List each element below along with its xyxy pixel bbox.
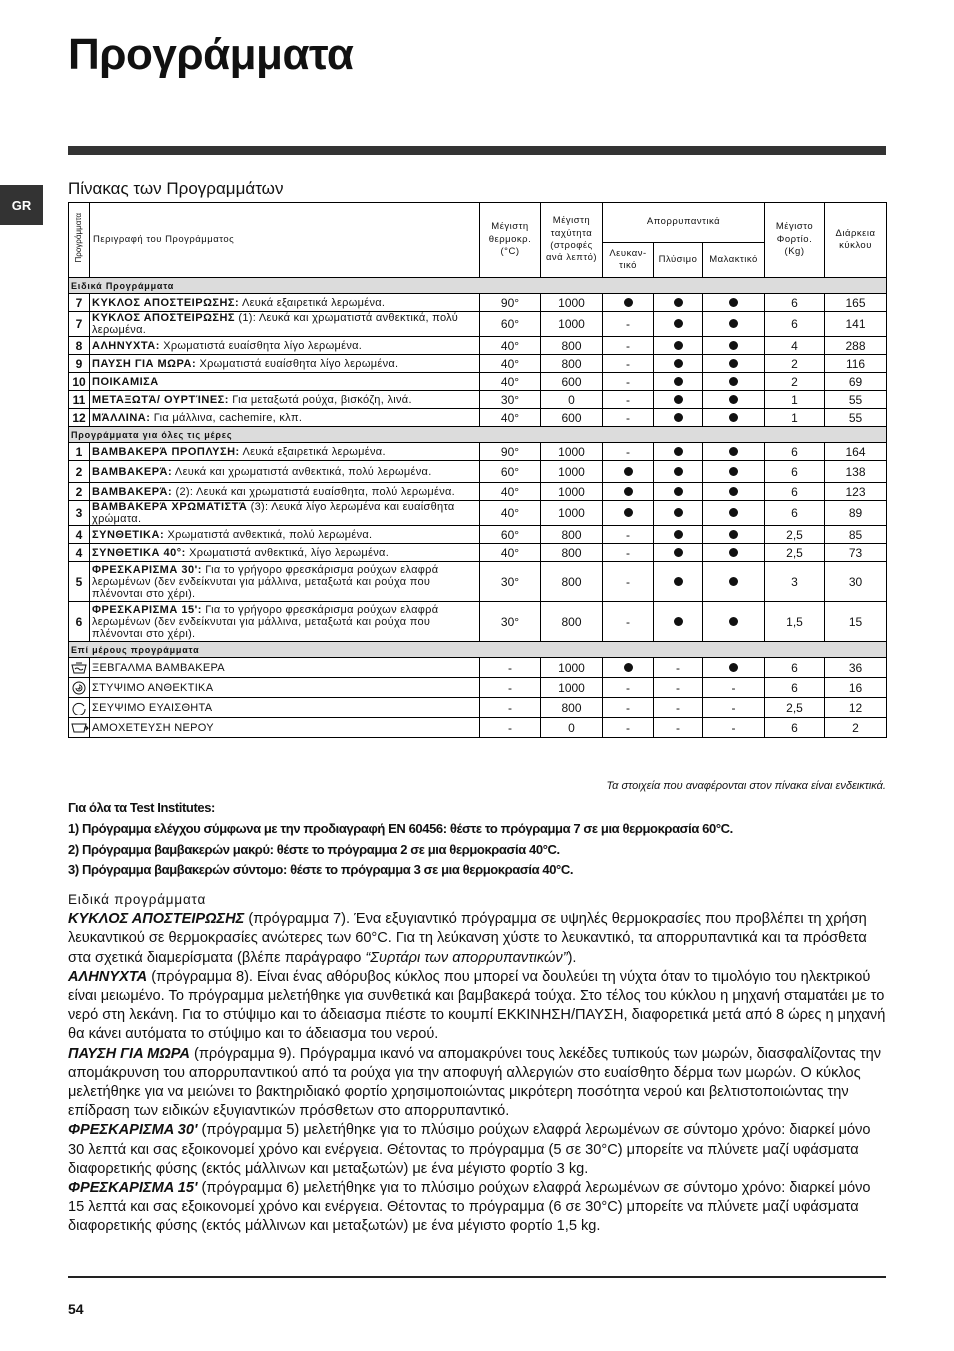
- wash-cell-dot-icon: [674, 530, 683, 539]
- col-bleach-header: Λευκαν-τικό: [603, 243, 654, 278]
- program-name: ΦΡΕΣΚΑΡΙΣΜΑ 30':: [92, 563, 202, 576]
- max-speed-cell: 800: [541, 526, 603, 544]
- wash-cell: [654, 373, 703, 391]
- bleach-cell: -: [603, 373, 654, 391]
- max-speed-cell: 800: [541, 355, 603, 373]
- wash-cell: [654, 461, 703, 483]
- program-details: Χρωματιστά ευαίσθητα λίγο λερωμένα.: [196, 357, 399, 370]
- max-load-cell: 6: [765, 501, 825, 526]
- max-speed-cell: 1000: [541, 443, 603, 461]
- program-name: ΦΡΕΣΚΑΡΙΣΜΑ 15':: [92, 603, 202, 616]
- col-duration-header: Διάρκεια κύκλου: [825, 203, 887, 278]
- duration-cell: 55: [825, 391, 887, 409]
- table-row: [69, 718, 887, 738]
- table-row: [69, 409, 887, 427]
- max-load-cell: 6: [765, 483, 825, 501]
- table-row: [69, 602, 887, 642]
- bleach-cell-dot-icon: [624, 508, 633, 517]
- title-rule: [68, 146, 886, 155]
- duration-cell: 12: [825, 698, 887, 718]
- max-speed-cell: 0: [541, 718, 603, 738]
- program-number: 7: [69, 312, 90, 337]
- softener-cell: [703, 409, 765, 427]
- program-details: Χρωματιστά ευαίσθητα λίγο λερωμένα.: [159, 339, 363, 352]
- bleach-cell: [603, 294, 654, 312]
- table-row: [69, 294, 887, 312]
- wash-cell-dot-icon: [674, 617, 683, 626]
- max-temp-cell: 40°: [480, 337, 541, 355]
- program-name: ΒΑΜΒΑΚΕΡΆ ΧΡΩΜΑΤΙΣΤΆ: [92, 501, 248, 513]
- duration-cell: 2: [825, 718, 887, 738]
- col-max-load-header: Μέγιστο Φορτίο. (Kg): [765, 203, 825, 278]
- bleach-cell: -: [603, 678, 654, 698]
- max-temp-cell: 40°: [480, 544, 541, 562]
- program-number: 5: [69, 562, 90, 602]
- program-name: ΚΥΚΛΟΣ ΑΠΟΣΤΕΙΡΩΣΗΣ:: [92, 296, 240, 309]
- program-description: [90, 409, 480, 427]
- wash-cell: [654, 294, 703, 312]
- wash-cell-dot-icon: [674, 319, 683, 328]
- bleach-cell-dot-icon: [624, 467, 633, 476]
- program-details: Χρωματιστά ανθεκτικά, πολύ λερωμένα.: [164, 528, 373, 541]
- table-row: [69, 312, 887, 337]
- wash-cell: [654, 312, 703, 337]
- softener-cell-dot-icon: [729, 530, 738, 539]
- max-load-cell: 6: [765, 461, 825, 483]
- softener-cell: -: [703, 698, 765, 718]
- max-speed-cell: 800: [541, 337, 603, 355]
- softener-cell-dot-icon: [729, 617, 738, 626]
- wash-cell: [654, 544, 703, 562]
- table-row: [69, 544, 887, 562]
- wash-cell-dot-icon: [674, 467, 683, 476]
- max-speed-cell: 1000: [541, 312, 603, 337]
- softener-cell-dot-icon: [729, 487, 738, 496]
- max-speed-cell: 0: [541, 391, 603, 409]
- test-institute-item: 2) Πρόγραμμα βαμβακερών μακρύ: θέστε το πρόγραμμα 2 σε μια θερμοκρασία 40°C.: [68, 842, 560, 857]
- wash-cell-dot-icon: [674, 395, 683, 404]
- paragraph-refresh-15: ΦΡΕΣΚΑΡΙΣΜΑ 15' (πρόγραμμα 6) μελετήθηκε για το πλύσιμο ρούχων ελαφρά λερωμένων σε σύντομο χρόνο: διαρκεί μόνο 15 λεπτά και σας εξοικονομεί χρόνο και ενέργεια. Θέτοντας το πρόγραμμα (6 σε 30°C) μπορείτε να πλύνετε μαζί υφάσματα διαφορετικής φύσης (εκτός μάλλινων και μεταξωτών) με ένα μέγιστο φορτίο 1,5 kg.: [68, 1180, 871, 1235]
- program-name: ΣΥΝΘΕΤΙΚΑ:: [92, 528, 165, 541]
- table-row: [69, 355, 887, 373]
- bleach-cell-dot-icon: [624, 298, 633, 307]
- program-details: Χρωματιστά ανθεκτικά, λίγο λερωμένα.: [185, 546, 390, 559]
- softener-cell-dot-icon: [729, 319, 738, 328]
- delicate-spin-icon: [69, 698, 90, 718]
- program-description: ΑΜΟΧΕΤΕΥΣΗ ΝΕΡΟΥ: [90, 718, 480, 738]
- softener-cell: [703, 501, 765, 526]
- wash-cell-dot-icon: [674, 413, 683, 422]
- rinse-icon: [69, 658, 90, 678]
- max-temp-cell: 60°: [480, 312, 541, 337]
- max-load-cell: 6: [765, 312, 825, 337]
- max-load-cell: 2: [765, 373, 825, 391]
- softener-cell: -: [703, 678, 765, 698]
- paragraph-night: ΑΛΗΝΥΧΤΑ (πρόγραμμα 8). Είναι ένας αθόρυβος κύκλος που μπορεί να δουλεύει τη νύχτα όταν το τιμολόγιο του ηλεκτρικού είναι μειωμένο. Το πρόγραμμα μελετήθηκε για συνθετικά και βαμβακερά τούχα. Στο τέλος του κύκλου η μηχανή σταματάει με το νερό στη λεκάνη. Για το στύψιμο και το άδειασμα πιέστε το κουμπί ΕΚΚΙΝΗΣΗ/ΠΑΥΣΗ, διαφορετικά μετά από 8 ώρες η μηχανή θα κάνει αυτόματα το στύψιμο και το άδειασμα του νερού.: [68, 968, 886, 1043]
- softener-cell: [703, 526, 765, 544]
- max-temp-cell: 60°: [480, 526, 541, 544]
- section-header: Ειδικά Προγράμματα: [69, 278, 887, 294]
- bleach-cell: -: [603, 337, 654, 355]
- duration-cell: 36: [825, 658, 887, 678]
- max-speed-cell: 1000: [541, 501, 603, 526]
- bleach-cell: -: [603, 544, 654, 562]
- program-name: ΠΟΙΚΑΜΙΣΑ: [92, 375, 159, 388]
- program-details: Λευκά εξαιρετικά λερωμένα.: [239, 296, 386, 309]
- program-number: 2: [69, 461, 90, 483]
- duration-cell: 288: [825, 337, 887, 355]
- program-description: [90, 544, 480, 562]
- footer-rule: [68, 1276, 886, 1278]
- programs-table: [68, 202, 887, 738]
- bleach-cell: -: [603, 409, 654, 427]
- bleach-cell: [603, 483, 654, 501]
- softener-cell: [703, 443, 765, 461]
- program-description: [90, 373, 480, 391]
- max-temp-cell: 30°: [480, 391, 541, 409]
- drain-icon: [69, 718, 90, 738]
- duration-cell: 55: [825, 409, 887, 427]
- softener-cell: [703, 373, 765, 391]
- program-name: ΒΑΜΒΑΚΕΡΆ:: [92, 465, 173, 478]
- max-load-cell: 6: [765, 718, 825, 738]
- wash-cell-dot-icon: [674, 447, 683, 456]
- program-name: ΜΆΛΛΙΝΑ:: [92, 411, 151, 424]
- max-speed-cell: 800: [541, 698, 603, 718]
- max-temp-cell: 90°: [480, 294, 541, 312]
- max-temp-cell: -: [480, 658, 541, 678]
- duration-cell: 141: [825, 312, 887, 337]
- section-header: Επί μέρους προγράμματα: [69, 642, 887, 658]
- wash-cell: [654, 562, 703, 602]
- program-description: [90, 294, 480, 312]
- softener-cell-dot-icon: [729, 663, 738, 672]
- softener-cell-dot-icon: [729, 508, 738, 517]
- softener-cell-dot-icon: [729, 467, 738, 476]
- bleach-cell: -: [603, 443, 654, 461]
- col-softener-header: Μαλακτικό: [703, 243, 765, 278]
- table-row: [69, 658, 887, 678]
- max-temp-cell: 30°: [480, 602, 541, 642]
- wash-cell-dot-icon: [674, 341, 683, 350]
- page-title: Προγράμματα: [68, 30, 354, 79]
- bleach-cell: [603, 501, 654, 526]
- duration-cell: 15: [825, 602, 887, 642]
- duration-cell: 164: [825, 443, 887, 461]
- max-load-cell: 1,5: [765, 602, 825, 642]
- max-temp-cell: -: [480, 718, 541, 738]
- program-details: Για μάλλινα, cachemire, κλπ.: [150, 411, 303, 424]
- softener-cell: [703, 312, 765, 337]
- softener-cell: -: [703, 718, 765, 738]
- program-number: 8: [69, 337, 90, 355]
- wash-cell-dot-icon: [674, 298, 683, 307]
- softener-cell: [703, 483, 765, 501]
- wash-cell-dot-icon: [674, 548, 683, 557]
- program-number: 2: [69, 483, 90, 501]
- max-load-cell: 2,5: [765, 526, 825, 544]
- special-heading: Ειδικά προγράμματα: [68, 892, 207, 907]
- bleach-cell: -: [603, 718, 654, 738]
- paragraph-baby: ΠΑΥΣΗ ΓΙΑ ΜΩΡΑ (πρόγραμμα 9). Πρόγραμμα ικανό να απομακρύνει τους λεκέδες τυπικούς των μωρών, διασφαλίζοντας την απομάκρυνση του απορρυπαντικού από τα ρούχα για την αποφυγή αλλεργιών στο ευαίσθητο δέρμα των μωρών. Ο κύκλος μελετήθηκε για να μειώνει το βακτηριδιακό φορτίο χρησιμοποιώντας μικρότερη ποσότητα νερού και βελτιστοποιώντας την επίδραση των ειδικών εξυγιαντικών πρόσθετων στο απορρυπαντικό.: [68, 1045, 882, 1120]
- table-row: [69, 443, 887, 461]
- duration-cell: 30: [825, 562, 887, 602]
- bleach-cell: -: [603, 602, 654, 642]
- program-details: (1): Λευκά και χρωματιστά ανθεκτικά, πολύ λερωμένα.: [92, 312, 459, 336]
- program-description: [90, 337, 480, 355]
- program-number: 4: [69, 526, 90, 544]
- bleach-cell: [603, 461, 654, 483]
- wash-cell: [654, 602, 703, 642]
- softener-cell-dot-icon: [729, 359, 738, 368]
- softener-cell: [703, 461, 765, 483]
- section-title: Πίνακας των Προγραμμάτων: [68, 179, 284, 198]
- program-name: ΠΑΥΣΗ ΓΙΑ ΜΩΡΑ:: [92, 357, 197, 370]
- softener-cell-dot-icon: [729, 413, 738, 422]
- softener-cell: [703, 294, 765, 312]
- max-speed-cell: 800: [541, 602, 603, 642]
- duration-cell: 138: [825, 461, 887, 483]
- table-row: [69, 391, 887, 409]
- max-temp-cell: 30°: [480, 562, 541, 602]
- table-row: [69, 483, 887, 501]
- wash-cell-dot-icon: [674, 487, 683, 496]
- table-note: Τα στοιχεία που αναφέρονται στον πίνακα είναι ενδεικτικά.: [606, 780, 886, 792]
- program-description: [90, 391, 480, 409]
- col-max-temp-header: Μέγιστη θερμοκρ. (°C): [480, 203, 541, 278]
- program-description: [90, 443, 480, 461]
- paragraph-refresh-30: ΦΡΕΣΚΑΡΙΣΜΑ 30' (πρόγραμμα 5) μελετήθηκε για το πλύσιμο ρούχων ελαφρά λερωμένων σε σύντομο χρόνο: διαρκεί μόνο 30 λεπτά και σας εξοικονομεί χρόνο και ενέργεια. Θέτοντας το πρόγραμμα (5 σε 30°C) μπορείτε να πλύνετε μαζί υφάσματα διαφορετικής φύσης (εκτός μάλλινων και μεταξωτών) με ένα μέγιστο φορτίο 3 kg.: [68, 1122, 871, 1177]
- max-temp-cell: 40°: [480, 501, 541, 526]
- col-programs-header: Προγράμματα: [69, 203, 90, 278]
- table-row: [69, 678, 887, 698]
- program-name: ΑΛΗΝΥΧΤΑ:: [92, 339, 160, 352]
- program-details: (2): Λευκά και χρωματιστά ευαίσθητα, πολύ λερωμένα.: [172, 485, 456, 498]
- table-row: [69, 461, 887, 483]
- section-header-row: [69, 278, 887, 294]
- softener-cell: [703, 658, 765, 678]
- softener-cell: [703, 337, 765, 355]
- softener-cell-dot-icon: [729, 377, 738, 386]
- program-description: ΞΕΒΓΑΛΜΑ ΒΑΜΒΑΚΕΡΑ: [90, 658, 480, 678]
- wash-cell: [654, 391, 703, 409]
- wash-cell-dot-icon: [674, 577, 683, 586]
- program-description: [90, 526, 480, 544]
- program-details: Λευκά και χρωματιστά ανθεκτικά, πολύ λερωμένα.: [172, 465, 432, 478]
- program-description: [90, 562, 480, 602]
- program-description: [90, 355, 480, 373]
- language-tab: GR: [0, 185, 43, 225]
- max-load-cell: 6: [765, 294, 825, 312]
- max-load-cell: 1: [765, 409, 825, 427]
- max-temp-cell: 40°: [480, 409, 541, 427]
- program-name: ΒΑΜΒΑΚΕΡΆ ΠΡΟΠΛΥΣΗ:: [92, 445, 240, 458]
- wash-cell: [654, 501, 703, 526]
- softener-cell-dot-icon: [729, 548, 738, 557]
- softener-cell: [703, 602, 765, 642]
- col-max-speed-header: Μέγιστη ταχύτητα (στροφές ανά λεπτό): [541, 203, 603, 278]
- program-details: Για το γρήγορο φρεσκάρισμα ρούχων ελαφρά λερωμένων (δεν ενδείκνυται για μάλλινα, μεταξωτά και ρούχα που πλένονται στο χέρι).: [92, 603, 439, 640]
- wash-cell: [654, 337, 703, 355]
- program-number: 7: [69, 294, 90, 312]
- program-name: ΜΕΤΑΞΩΤΆ/ ΟΥΡΤΊΝΕΣ:: [92, 393, 229, 406]
- softener-cell-dot-icon: [729, 577, 738, 586]
- max-speed-cell: 800: [541, 544, 603, 562]
- spin-icon: [69, 678, 90, 698]
- test-institutes-title: Για όλα τα Test Institutes:: [68, 800, 215, 815]
- program-number: 10: [69, 373, 90, 391]
- max-load-cell: 4: [765, 337, 825, 355]
- bleach-cell: -: [603, 562, 654, 602]
- softener-cell-dot-icon: [729, 447, 738, 456]
- max-load-cell: 6: [765, 678, 825, 698]
- col-detergents-header: Απορρυπαντικά: [603, 203, 765, 243]
- max-speed-cell: 600: [541, 409, 603, 427]
- bleach-cell: -: [603, 526, 654, 544]
- table-row: [69, 373, 887, 391]
- wash-cell-dot-icon: [674, 359, 683, 368]
- softener-cell-dot-icon: [729, 341, 738, 350]
- duration-cell: 16: [825, 678, 887, 698]
- program-number: 6: [69, 602, 90, 642]
- softener-cell-dot-icon: [729, 298, 738, 307]
- program-description: [90, 501, 480, 526]
- max-load-cell: 6: [765, 443, 825, 461]
- program-number: 12: [69, 409, 90, 427]
- duration-cell: 89: [825, 501, 887, 526]
- wash-cell-dot-icon: [674, 377, 683, 386]
- duration-cell: 85: [825, 526, 887, 544]
- program-number: 4: [69, 544, 90, 562]
- max-temp-cell: 90°: [480, 443, 541, 461]
- max-speed-cell: 1000: [541, 658, 603, 678]
- program-description: [90, 461, 480, 483]
- program-number: 3: [69, 501, 90, 526]
- max-temp-cell: 40°: [480, 483, 541, 501]
- wash-cell: [654, 443, 703, 461]
- max-load-cell: 1: [765, 391, 825, 409]
- program-description: [90, 483, 480, 501]
- max-temp-cell: 40°: [480, 355, 541, 373]
- program-number: 1: [69, 443, 90, 461]
- table-row: [69, 698, 887, 718]
- section-header: Προγράμματα για όλες τις μέρες: [69, 427, 887, 443]
- program-number: 9: [69, 355, 90, 373]
- special-programs-text: [68, 890, 890, 1237]
- table-row: [69, 526, 887, 544]
- program-details: Για το γρήγορο φρεσκάρισμα ρούχων ελαφρά λερωμένων (δεν ενδείκνυται για μάλλινα, μεταξωτά και ρούχα που πλένονται στο χέρι).: [92, 563, 439, 600]
- program-details: Λευκά εξαιρετικά λερωμένα.: [239, 445, 386, 458]
- wash-cell: -: [654, 718, 703, 738]
- bleach-cell: -: [603, 355, 654, 373]
- max-speed-cell: 1000: [541, 483, 603, 501]
- wash-cell-dot-icon: [674, 508, 683, 517]
- col-wash-header: Πλύσιμο: [654, 243, 703, 278]
- softener-cell: [703, 544, 765, 562]
- softener-cell: [703, 355, 765, 373]
- max-speed-cell: 600: [541, 373, 603, 391]
- test-institute-item: 1) Πρόγραμμα ελέγχου σύμφωνα με την προδιαγραφή EN 60456: θέστε το πρόγραμμα 7 σε μια θερμοκρασία 60°C.: [68, 821, 733, 836]
- max-speed-cell: 800: [541, 562, 603, 602]
- program-name: ΚΥΚΛΟΣ ΑΠΟΣΤΕΙΡΩΣΗΣ: [92, 312, 236, 324]
- page-number: 54: [68, 1301, 84, 1317]
- softener-cell-dot-icon: [729, 395, 738, 404]
- program-name: ΣΥΝΘΕΤΙΚΑ 40°:: [92, 546, 186, 559]
- program-details: Για μεταξωτά ρούχα, βισκόζη, λινά.: [228, 393, 412, 406]
- table-row: [69, 501, 887, 526]
- duration-cell: 165: [825, 294, 887, 312]
- table-row: [69, 562, 887, 602]
- duration-cell: 73: [825, 544, 887, 562]
- max-temp-cell: 60°: [480, 461, 541, 483]
- softener-cell: [703, 391, 765, 409]
- program-name: ΒΑΜΒΑΚΕΡΆ:: [92, 485, 173, 498]
- bleach-cell: -: [603, 391, 654, 409]
- col-description-header: Περιγραφή του Προγράμματος: [90, 203, 480, 278]
- section-header-row: [69, 427, 887, 443]
- program-description: [90, 312, 480, 337]
- wash-cell: -: [654, 658, 703, 678]
- program-description: [90, 602, 480, 642]
- max-load-cell: 2,5: [765, 544, 825, 562]
- wash-cell: -: [654, 678, 703, 698]
- max-temp-cell: -: [480, 698, 541, 718]
- bleach-cell-dot-icon: [624, 487, 633, 496]
- max-load-cell: 3: [765, 562, 825, 602]
- max-temp-cell: -: [480, 678, 541, 698]
- program-description: ΣΤΥΨΙΜΟ ΑΝΘΕΚΤΙΚΑ: [90, 678, 480, 698]
- max-speed-cell: 1000: [541, 461, 603, 483]
- wash-cell: [654, 355, 703, 373]
- softener-cell: [703, 562, 765, 602]
- program-number: 11: [69, 391, 90, 409]
- wash-cell: [654, 526, 703, 544]
- max-speed-cell: 1000: [541, 678, 603, 698]
- test-institute-item: 3) Πρόγραμμα βαμβακερών σύντομο: θέστε το πρόγραμμα 3 σε μια θερμοκρασία 40°C.: [68, 862, 574, 877]
- section-header-row: [69, 642, 887, 658]
- max-load-cell: 2,5: [765, 698, 825, 718]
- paragraph-sterilize: ΚΥΚΛΟΣ ΑΠΟΣΤΕΙΡΩΣΗΣ (πρόγραμμα 7). Ένα εξυγιαντικό πρόγραμμα σε υψηλές θερμοκρασίες που προβλέπει τη χρήση λευκαντικού σε θερμοκρασίες ανώτερες των 60°C. Για τη λεύκανση χύστε το λευκαντικό, τα απορρυπαντικά και τα πρόσθετα στα σχετικά διαμερίσματα (βλέπε παράγραφο “Συρτάρι των απορρυπαντικών”).: [68, 911, 867, 966]
- duration-cell: 116: [825, 355, 887, 373]
- program-details: (3): Λευκά λίγο λερωμένα και ευαίσθητα χρώματα.: [92, 501, 455, 525]
- wash-cell: -: [654, 698, 703, 718]
- max-load-cell: 2: [765, 355, 825, 373]
- duration-cell: 123: [825, 483, 887, 501]
- program-description: ΣΕΥΨΙΜΟ ΕΥΑΙΣΘΗΤΑ: [90, 698, 480, 718]
- max-speed-cell: 1000: [541, 294, 603, 312]
- wash-cell: [654, 409, 703, 427]
- bleach-cell: [603, 658, 654, 678]
- table-row: [69, 337, 887, 355]
- bleach-cell: -: [603, 312, 654, 337]
- bleach-cell-dot-icon: [624, 663, 633, 672]
- bleach-cell: -: [603, 698, 654, 718]
- wash-cell: [654, 483, 703, 501]
- max-temp-cell: 40°: [480, 373, 541, 391]
- max-load-cell: 6: [765, 658, 825, 678]
- duration-cell: 69: [825, 373, 887, 391]
